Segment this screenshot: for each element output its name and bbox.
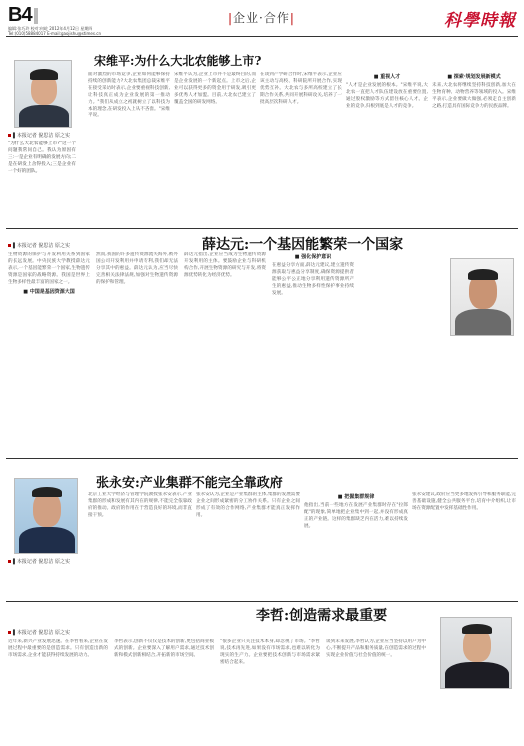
photo-caption: ▌本报记者 倪思洁 原之实 [8, 242, 70, 249]
story-divider [6, 601, 518, 602]
body-column: 北京工业大学经济与管理学院教授张永安表示,产业集群的形成和发展有其内在的规律,不能完全依靠政府的推动。政府的作用在于营造良好的环境,而非直接干预。 [88, 492, 192, 518]
body-column: 薛达元指出,企业应当成为生物遗传资源开发利用的主体。要鼓励企业与科研机构合作,开展生物资源的研究与开发,将资源优势转化为经济优势。 [184, 252, 266, 278]
body-column: 谈到未来发展,李哲认为,企业应当坚持以用户为中心,不断提升产品和服务质量,在创造需求的过程中实现企业价值与社会价值的统一。 [326, 639, 426, 658]
story-li-zhe [6, 603, 518, 743]
body-column: 生物资源的保护与开发利用关系到国家的长远发展。中央民族大学教授薛达元表示,一个基因能繁荣一个国家,生物遗传资源是国家的战略资源。我国是世界上生物多样性最丰富的国家之一。 ■ 中国是基因资源大国 [8, 252, 90, 295]
body-column: ■ 探索·规划发展新模式 未来,大北农将继续坚持科技创新,加大在生物育种、动物营养等领域的投入。宋维平表示,企业要做大做强,必须走自主创新之路,打造具有国际竞争力的民族品牌。 [432, 74, 516, 109]
story-divider [6, 228, 518, 229]
photo-caption: ▌本报记者 倪思洁 原之实 [8, 558, 70, 565]
subhead: ■ 探索·规划发展新模式 [447, 74, 501, 80]
subhead: ■ 强化保护意识 [294, 254, 332, 260]
body-column: 宋维平认为,企业上市并不是最终目的,而是企业发展的一个新起点。上市之后,企业可以获得更多的资金用于研发,吸引更多优秀人才加盟。目前,大北农已建立了覆盖全国的研发网络。 [174, 72, 256, 105]
body-column: 近年来,新兴产业发展迅速。在李哲看来,企业在发展过程中最重要的是创造需求。只有创造出新的市场需求,企业才能获得持续发展的动力。 [8, 639, 108, 658]
edition-meta: 编辑:张巧玲 校对:何屹 2012年4月12日 星期四 [8, 26, 93, 31]
portrait-photo [14, 60, 72, 128]
body-column: 李哲表示,创新不仅仅是技术的创新,更包括商业模式的创新。企业要深入了解用户需求,通过技术创新和模式创新相结合,开拓新的市场空间。 [114, 639, 214, 658]
body-column: 在谈到产学研合作时,宋维平表示,企业应该主动与高校、科研院所开展合作,实现优势互补。大北农与多所高校建立了长期合作关系,共同开展科研攻关,培养了一批高层次科研人才。 [260, 72, 342, 105]
body-column: ■ 重视人才 "人才是企业发展的根本。"宋维平说,大北农一直把人才队伍建设放在重要位置,通过股权激励等方式留住核心人才。企业的竞争,归根到底是人才的竞争。 [346, 74, 428, 109]
subhead: ■ 中国是基因资源大国 [23, 288, 75, 295]
page-number: B4 [8, 4, 38, 27]
body-column: 张永安建议,政府应当更多地发挥引导和服务职能,完善基础设施,健全公共服务平台,培育中介组织,让市场在资源配置中发挥基础性作用。 [412, 492, 516, 511]
body-column: 然而,我国的许多遗传资源流失海外,被外国公司开发利用并申请专利,我们却无法分享其中的惠益。薛达元认为,应当尽快完善相关法律法规,加强对生物遗传资源的保护和管理。 [96, 252, 178, 285]
story-intro: "为什么大北农能够上市?"这一个问题我常问自己。我认为原因有三:一是企业有明确的发展方向;二是在研发上舍得投入;三是企业有一个好的团队。 [8, 141, 76, 174]
masthead-rule [6, 36, 518, 37]
portrait-photo [450, 258, 514, 336]
section-title: |企业·合作| [228, 11, 295, 25]
story-zhang-yongan [6, 460, 518, 600]
photo-caption: ▌本报记者 倪思洁 原之实 [8, 629, 70, 636]
headline: 李哲:创造需求最重要 [256, 608, 388, 624]
contact-meta: Tel:(010)58884017 E-mail:gaojishu@stimes.cn [8, 31, 101, 36]
headline: 宋维平:为什么大北农能够上市? [94, 54, 262, 68]
portrait-photo [440, 617, 512, 689]
body-column: 面对激烈的市场竞争,企业如何能够保持持续的创新能力?大北农集团总裁宋维平在接受采访时表示,企业要重视科技创新,让科技真正成为企业发展的第一推动力。"我们从成立之初就树立了以科技为本的理念,在研发投入上从不吝啬。"宋维平说。 [88, 72, 170, 119]
photo-caption: ▌本报记者 倪思洁 原之实 [8, 132, 70, 139]
body-column: 张永安认为,企业是产业集群的主体,集群的发展需要企业之间形成紧密的分工协作关系。只有企业之间形成了有效的合作网络,产业集群才能真正发挥作用。 [196, 492, 300, 518]
story-song-weiping [6, 40, 518, 225]
newspaper-logo: 科學時報 [444, 11, 516, 31]
headline: 张永安:产业集群不能完全靠政府 [96, 476, 283, 491]
body-column: ■ 把握集群规律 他指出,当前一些地方在发展产业集群时存在"拉郎配"的现象,简单地把企业集中到一起,并没有形成真正的产业链。这样的集群缺乏内在活力,难以持续发展。 [304, 494, 408, 529]
portrait-photo [14, 478, 78, 554]
body-column: "很多企业只关注技术本身,却忽视了市场。"李哲说,技术再先进,如果没有市场需求,也难以转化为现实的生产力。企业要把技术创新与市场需求紧密结合起来。 [220, 639, 320, 665]
subhead: ■ 重视人才 [373, 74, 401, 80]
headline: 薛达元:一个基因能繁荣一个国家 [202, 237, 404, 253]
masthead [6, 4, 518, 36]
body-column: ■ 强化保护意识 在惠益分享方面,薛达元建议,建立遗传资源获取与惠益分享制度,确保资源提供者能够公平公正地分享利用遗传资源所产生的惠益,推动生物多样性保护事业持续发展。 [272, 254, 354, 296]
subhead: ■ 把握集群规律 [337, 494, 375, 500]
story-divider [6, 458, 518, 459]
story-xue-dayuan [6, 230, 518, 458]
